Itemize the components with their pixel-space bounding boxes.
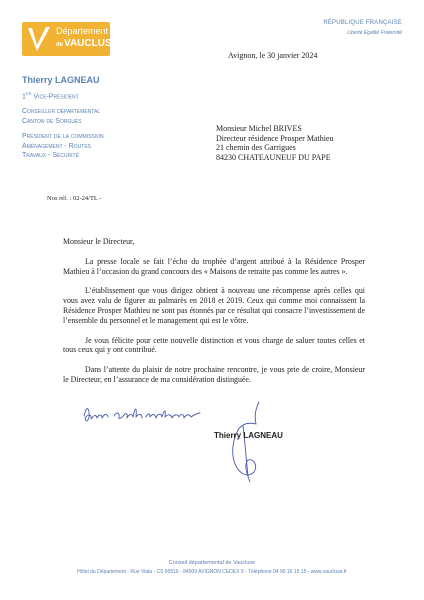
logo-line2: deVAUCLUSE	[56, 38, 119, 49]
sender-name: Thierry LAGNEAU	[22, 75, 100, 85]
footer	[0, 560, 424, 575]
department-logo	[22, 22, 119, 56]
paragraph-1: La presse locale se fait l’écho du trophée d’argent attribué à la Résidence Prosper Mathieu à l’occasion du grand concours des « Maisons de retraite pas comme les autres ».	[63, 256, 365, 276]
recipient-address	[216, 124, 334, 163]
sender-role2-line1: Conseiller départemental	[22, 108, 101, 116]
paragraph-2: L’établissement que vous dirigez obtient à nouveau une récompense après celles qui vous avez valu de figurer au palmarès en 2018 et 2019. Ceux qui comme moi connaissent la Résidence Prosper Mathieu ne sont pas étonnés par ce résultat qui consacre l’investissement de l’ensemble du personnel et le management qui est le vôtre.	[63, 286, 365, 325]
paragraph-4: Dans l’attente du plaisir de notre prochaine rencontre, je vous prie de croire, Monsieur le Directeur, en l’assurance de ma considération distinguée.	[63, 365, 365, 384]
signature-name: Thierry LAGNEAU	[214, 431, 283, 440]
vaucluse-v-icon	[25, 24, 53, 54]
footer-address: Hôtel du Département - Rue Viala - CS 60516 - 84909 AVIGNON CEDEX 9 - Téléphone 04 90 16 15 15 - www.vaucluse.fr	[77, 569, 347, 575]
recipient-line1: Monsieur Michel BRIVES	[216, 124, 302, 133]
sender-role: 1er Vice-Président	[22, 90, 79, 100]
sender-role3-line2: Aménagement - Routes	[22, 142, 92, 150]
handwritten-signature	[78, 402, 258, 487]
recipient-line3: 21 chemin des Garrigues	[216, 143, 296, 153]
logo-line1: Département	[56, 26, 109, 36]
sender-block	[22, 76, 104, 161]
sender-role3-line3: Travaux - Sécurité	[22, 152, 79, 160]
recipient-line2: Directeur résidence Prosper Mathieu	[216, 133, 334, 143]
sender-role3-line1: Président de la commission	[22, 133, 104, 141]
salutation: Monsieur le Directeur,	[63, 237, 135, 246]
republic-mark	[323, 20, 402, 36]
footer-institution: Conseil départemental de Vaucluse	[168, 560, 256, 566]
republic-title: RÉPUBLIQUE FRANÇAISE	[323, 20, 402, 26]
recipient-line4: 84230 CHATEAUNEUF DU PAPE	[216, 153, 331, 163]
letter-date: Avignon, le 30 janvier 2024	[228, 51, 318, 60]
reference: Nos réf. : 02-24/TL -	[47, 195, 102, 202]
paragraph-3: Je vous félicite pour cette nouvelle distinction et vous charge de saluer toutes celles et tous ceux qui y ont contribué.	[63, 335, 365, 355]
letter-body	[63, 237, 365, 395]
sender-role2-line2: Canton de Sorgues	[22, 117, 82, 125]
republic-motto: Liberté Égalité Fraternité	[347, 30, 402, 36]
